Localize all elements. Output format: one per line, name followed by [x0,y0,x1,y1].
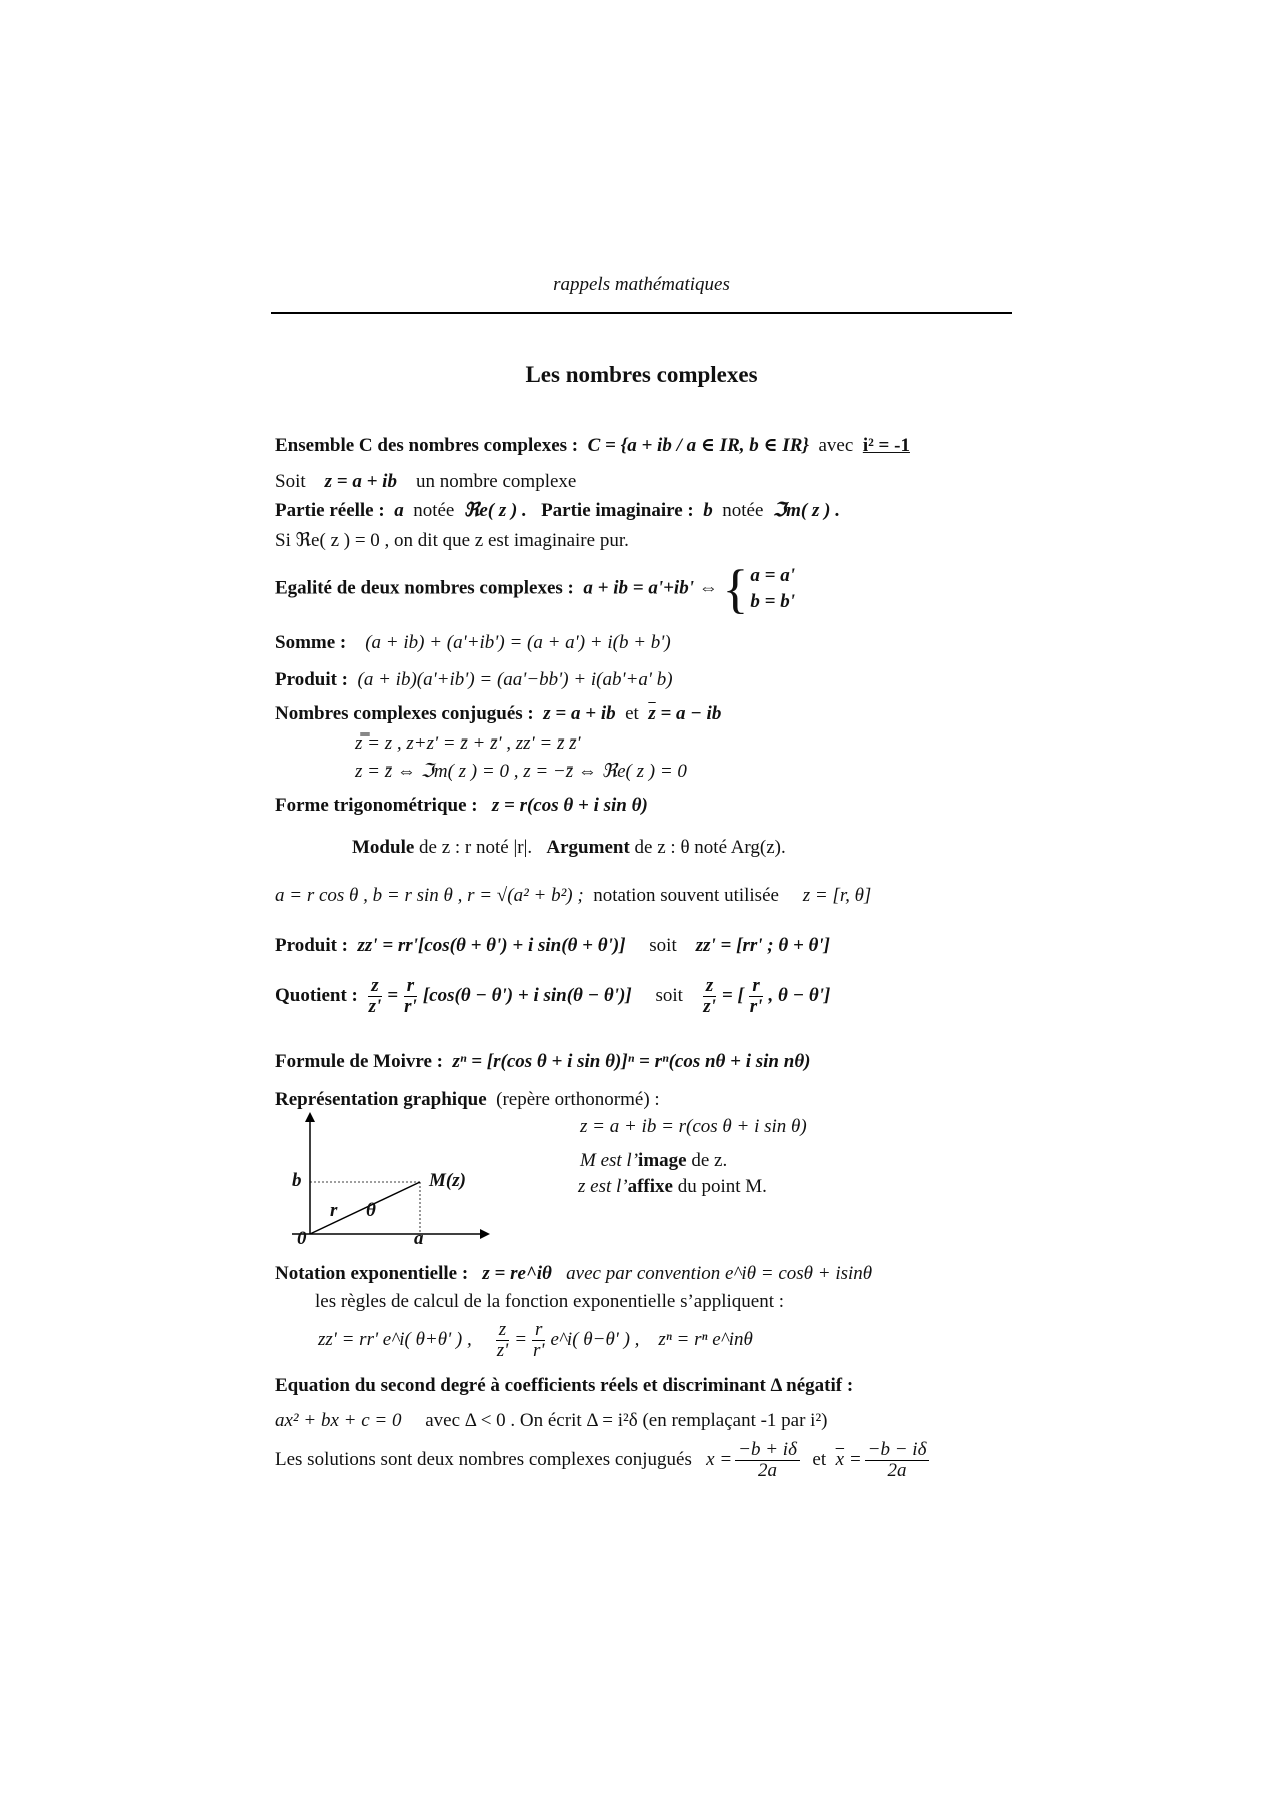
page-title: Les nombres complexes [525,362,758,387]
quotient-bracket-rest: , θ − θ' [768,984,824,1006]
produit1-formula: (a + ib)(a'+ib') = (aa'−bb') + i(ab'+a' b) [357,669,673,690]
egalite-formula: a + ib = a'+ib' ⇔ [583,577,718,599]
y-axis-arrow-icon [305,1112,315,1122]
conjugues-z: z = a + ib [543,703,616,724]
soit-prefix: Soit [275,471,306,492]
soit-formula: z = a + ib [324,471,397,492]
modulus-segment [310,1182,420,1234]
somme-formula: (a + ib) + (a'+ib') = (a + a') + i(b + b') [365,632,671,653]
exp-formula-3: zⁿ = rⁿ e^inθ [658,1328,753,1350]
diagram-a-label: a [414,1228,424,1249]
second-degre-avec: avec Δ < 0 . On écrit Δ = i²δ (en remplaçant -1 par i²) [425,1410,828,1431]
partie-reelle-label: Partie réelle : [275,500,385,521]
conjugues-label: Nombres complexes conjugués : [275,703,534,724]
module-label: Module [352,837,415,858]
somme-line [275,631,671,655]
partie-reelle-symbol: ℜe( z ) . [463,500,527,521]
moivre-formula: zⁿ = [r(cos θ + i sin θ)]ⁿ = rⁿ(cos nθ + i sin nθ) [452,1051,811,1072]
representation-formula: z = a + ib = r(cos θ + i sin θ) [580,1116,807,1137]
egalite-eq1: a = a' [750,565,796,587]
exponentielle-rules: les règles de calcul de la fonction exponentielle s’appliquent : [315,1291,785,1312]
representation-image: M est l’image de z. [580,1150,728,1171]
ensemble-formula: C = {a + ib / a ∈ IR, b ∈ IR} [587,435,809,456]
egalite-line [275,559,796,619]
quotient-soit: soit [655,984,683,1006]
notee-1: notée [413,500,455,521]
produit1-label: Produit : [275,669,349,690]
relations-notation: notation souvent utilisée [593,885,779,906]
quotient-label: Quotient : [275,984,358,1006]
complex-plane-diagram [282,1112,502,1249]
produit2-formula: zz' = rr'[cos(θ + θ') + i sin(θ + θ')] [357,935,626,956]
quotient-frac-4: $\frac{r}{r'}$ [749,975,763,1017]
representation-sub: (repère orthonormé) : [496,1089,660,1110]
exponentielle-line [275,1262,872,1286]
produit2-bracket: zz' = [rr' ; θ + θ'] [695,935,831,956]
imaginaire-pur-line: Si ℜe( z ) = 0 , on dit que z est imaginaire pur. [275,530,629,551]
quotient-rest: [cos(θ − θ') + i sin(θ − θ')] [422,984,632,1006]
produit2-label: Produit : [275,935,349,956]
partie-imaginaire-label: Partie imaginaire : [541,500,694,521]
conjugues-props-1-text: z̿ = z , z+z' = z̄ + z̄' , zz' = z̄ z̄' [355,733,581,754]
moivre-line [275,1050,811,1074]
x-axis-arrow-icon [480,1229,490,1239]
representation-label: Représentation graphique [275,1089,487,1110]
diagram-origin-label: 0 [297,1228,307,1249]
exp-formula-1: zz' = rr' e^i( θ+θ' ) , [318,1328,472,1350]
partie-reelle-var: a [394,500,404,521]
forme-trig-label: Forme trigonométrique : [275,795,478,816]
partie-imaginaire-var: b [703,500,713,521]
somme-label: Somme : [275,632,347,653]
ensemble-line [275,434,910,458]
diagram-b-label: b [292,1170,302,1191]
conjugues-line: Nombres complexes conjugués : z = a + ib et $\overline{z} = a$ − ib [275,703,722,724]
exp-frac-2: $\frac{r}{r'}$ [533,1319,545,1361]
exponentielle-formula: z = re^iθ [482,1263,552,1284]
egalite-eq2: b = b' [750,591,796,612]
quotient-frac-2: $\frac{r}{r'}$ [404,975,417,1017]
forme-trig-line [275,794,648,818]
egalite-label: Egalité de deux nombres complexes : [275,577,574,599]
representation-affixe: z est l’affixe du point M. [578,1176,767,1197]
relations-bracket: z = [r, θ] [802,885,872,906]
exp-frac-1: $\frac{z}{z'}$ [496,1319,509,1361]
notee-2: notée [722,500,764,521]
soit-suffix: un nombre complexe [415,471,577,492]
conjugues-props-2-text: z = z̄ ⇔ ℑm( z ) = 0 , z = −z̄ ⇔ ℜe( z ) = 0 [355,761,687,782]
quotient-frac-3: $\frac{z}{z'}$ [703,975,716,1017]
second-degre-et: et [812,1448,827,1470]
produit2-soit: soit [649,935,677,956]
moivre-label: Formule de Moivre : [275,1051,443,1072]
second-degre-equation-line [275,1409,827,1433]
exp-formula-2-rest: e^i( θ−θ' ) , [550,1328,640,1350]
parties-line [275,499,840,523]
exponentielle-convention: avec par convention e^iθ = cosθ + isinθ [566,1263,873,1284]
forme-trig-formula: z = r(cos θ + i sin θ) [491,795,648,816]
second-degre-eq: ax² + bx + c = 0 [275,1410,402,1431]
quotient-frac-1: $\frac{z}{z'}$ [368,975,382,1017]
relations-line [275,884,871,908]
exponentielle-label: Notation exponentielle : [275,1263,469,1284]
exponentielle-formulas: zz' = rr' e^i( θ+θ' ) , $\frac{z}{z'}$ = $\frac{r}{r'}$ e^i( θ−θ' ) , zⁿ = rⁿ e^inθ [318,1319,753,1361]
quotient-line: Quotient : $\frac{z}{z'}$ = $\frac{r}{r'}$ [cos(θ − θ') + i sin(θ − θ')] soit $\frac{z}{z'}$ = [ $\frac{r}{r'}$ , θ − θ'] [275,975,831,1017]
partie-imaginaire-symbol: ℑm( z ) . [772,500,840,521]
egalite-system [722,559,796,619]
module-text: de z : r noté |r|. [419,837,533,858]
solution-xbar-frac: $\frac{-b - i\delta}{2a}$ [865,1440,930,1481]
representation-line [275,1088,660,1112]
second-degre-label: Equation du second degré à coefficients réels et discriminant Δ négatif : [275,1375,854,1396]
produit1-line [275,668,673,692]
complex-plane-svg [282,1112,502,1242]
ensemble-condition: i² = -1 [862,435,910,456]
conjugues-et: et [625,703,639,724]
second-degre-solutions: Les solutions sont deux nombres complexes conjugués [275,1448,692,1470]
header-rule [271,312,1012,314]
produit2-line [275,934,830,958]
conjugues-props-2 [355,760,687,784]
solution-x-frac: $\frac{-b + i\delta}{2a}$ [735,1440,800,1481]
running-header: rappels mathématiques [553,274,730,295]
argument-label: Argument [546,837,630,858]
conjugues-props-1 [355,732,581,756]
diagram-m-label: M(z) [429,1170,466,1191]
second-degre-title [275,1374,853,1398]
diagram-r-label: r [330,1200,338,1221]
diagram-theta-label: θ [366,1200,376,1221]
ensemble-label: Ensemble C des nombres complexes : [275,435,579,456]
argument-text: de z : θ noté Arg(z). [634,837,786,858]
soit-line [275,470,576,494]
relations-formula: a = r cos θ , b = r sin θ , r = √(a² + b²) ; [275,885,584,906]
second-degre-solutions-line: Les solutions sont deux nombres complexes conjugués x = $\frac{-b + i\delta}{2a}$ et $\overline{x}$ = $\frac{-b - i\delta}{2a}$ [275,1440,932,1481]
conjugues-zbar: = a − ib [655,703,722,724]
brace-icon: { [722,559,749,619]
ensemble-avec: avec [818,435,854,456]
module-argument-line [352,836,786,860]
